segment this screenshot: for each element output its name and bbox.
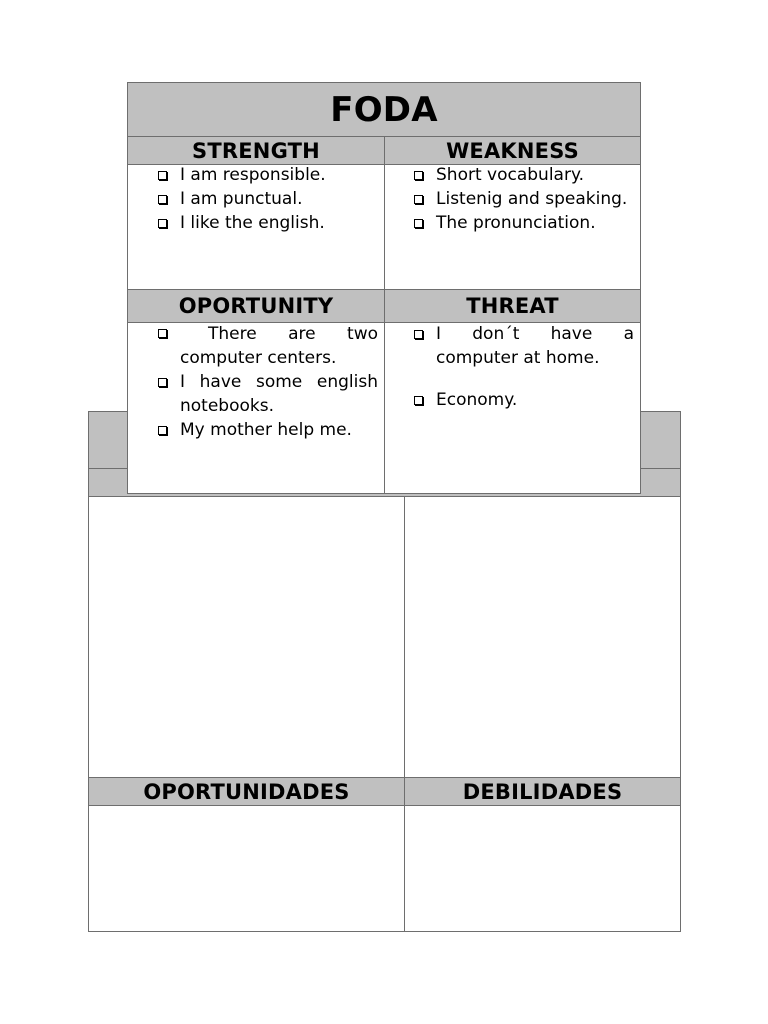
checkbox-bullet-icon <box>158 171 167 180</box>
header-weakness: WEAKNESS <box>385 137 640 164</box>
list-item: The pronunciation. <box>384 211 640 235</box>
checkbox-bullet-icon <box>414 171 423 180</box>
list-item: My mother help me. <box>128 418 384 442</box>
list-item: I have some english notebooks. <box>128 370 384 418</box>
checkbox-bullet-icon <box>158 426 167 435</box>
threat-list <box>384 322 640 412</box>
list-item: I like the english. <box>128 211 384 235</box>
checkbox-bullet-icon <box>158 195 167 204</box>
header-debilidades: DEBILIDADES <box>405 778 680 805</box>
list-item: There are two computer centers. <box>128 322 384 370</box>
list-item: I am responsible. <box>128 163 384 187</box>
list-item: Economy. <box>384 388 640 412</box>
foda-title: FODA <box>128 83 640 136</box>
checkbox-bullet-icon <box>158 378 167 387</box>
header-threat: THREAT <box>385 290 640 322</box>
weakness-list <box>384 163 640 235</box>
checkbox-bullet-icon <box>158 219 167 228</box>
list-item: Listenig and speaking. <box>384 187 640 211</box>
list-item: I am punctual. <box>128 187 384 211</box>
checkbox-bullet-icon <box>414 396 423 405</box>
checkbox-bullet-icon <box>414 330 423 339</box>
list-item: I don´t have a computer at home. <box>384 322 640 370</box>
list-item: Short vocabulary. <box>384 163 640 187</box>
header-strength: STRENGTH <box>128 137 384 164</box>
checkbox-bullet-icon <box>414 219 423 228</box>
strength-list <box>128 163 384 235</box>
checkbox-bullet-icon <box>158 329 167 338</box>
checkbox-bullet-icon <box>414 195 423 204</box>
header-oportunity: OPORTUNITY <box>128 290 384 322</box>
oportunity-list <box>128 322 384 442</box>
header-oportunidades: OPORTUNIDADES <box>89 778 404 805</box>
